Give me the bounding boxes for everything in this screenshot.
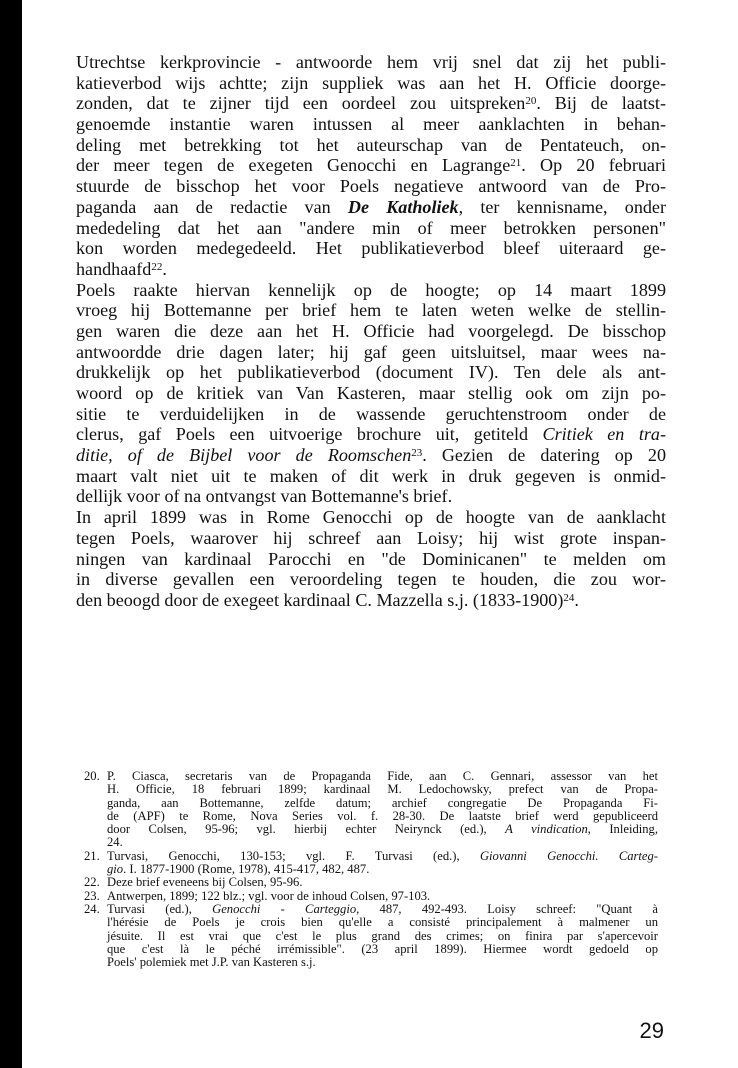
- text-run: , ter kennisname, onder: [458, 196, 666, 217]
- text-line: [107, 863, 658, 876]
- text-line: sitie te verduidelijken in de wassende geruchtenstroom onder de: [76, 403, 666, 424]
- footnote-number: 21.: [84, 848, 100, 863]
- text-line: ganda, aan Bottemanne, zelfde datum; archief congregatie De Propaganda Fi-: [107, 795, 658, 810]
- text-run: paganda aan de redactie van: [76, 196, 348, 217]
- text-run: . Bij de laatst-: [536, 93, 666, 114]
- footnote-number: 24.: [84, 901, 100, 916]
- footnote-21: [84, 850, 658, 877]
- footnote-text: [107, 876, 658, 889]
- text-line: Antwerpen, 1899; 122 blz.; vgl. voor de inhoud Colsen, 97-103.: [107, 888, 431, 903]
- text-run: den beoogd door de exegeet kardinaal C. Mazzella s.j. (1833-1900): [76, 589, 564, 610]
- footnote-23: [84, 890, 658, 903]
- text-line: P. Ciasca, secretaris van de Propaganda Fide, aan C. Gennari, assessor van het: [107, 769, 658, 783]
- text-line: [107, 903, 658, 916]
- footnote-text: [107, 770, 658, 850]
- footnote-number: 23.: [84, 888, 100, 903]
- text-line: tegen Poels, waarover hij schreef aan Loisy; hij wist grote inspan-: [76, 527, 666, 548]
- text-run: . Op 20 februari: [521, 155, 666, 176]
- text-line: jésuite. Il est vrai que c'est le plus grand des crimes; on finira par s'apercevoir: [107, 928, 658, 943]
- footnote-number: 20.: [84, 769, 100, 783]
- paragraph: [76, 280, 666, 508]
- text-run: door Colsen, 95-96; vgl. hierbij echter Neirynck (ed.),: [107, 822, 506, 837]
- title-carteggio: gio: [107, 862, 124, 877]
- footnote-22: [84, 876, 658, 889]
- text-line: Deze brief eveneens bij Colsen, 95-96.: [107, 875, 303, 890]
- footnote-text: [107, 850, 658, 877]
- text-line: [76, 93, 666, 114]
- title-de-katholiek: De Katholiek: [347, 196, 459, 217]
- text-line: [76, 424, 666, 445]
- text-line: dellijk voor of na ontvangst van Bottemanne's brief.: [76, 486, 453, 507]
- footnote-ref[interactable]: 23: [411, 447, 423, 460]
- text-line: [76, 197, 666, 218]
- text-line: vroeg hij Bottemanne per brief hem te laten weten welke de stellin-: [76, 300, 666, 321]
- text-run: clerus, gaf Poels een uitvoerige brochure uit, getiteld: [76, 424, 543, 445]
- text-line: stuurde de bisschop het voor Poels negatieve antwoord van de Pro-: [76, 176, 666, 197]
- text-run: . Gezien de datering op 20: [422, 445, 667, 466]
- footnote-text: [107, 903, 658, 969]
- text-run: , Inleiding,: [587, 822, 658, 837]
- text-line: ningen van kardinaal Parocchi en "de Dominicanen" te melden om: [76, 548, 666, 569]
- title-critiek: Critiek en tra-: [542, 424, 666, 445]
- text-line: handhaafd$^{22}$.: [76, 258, 167, 279]
- text-line: que c'est là le péché irrémissible". (23 april 1899). Hiermee wordt gedoeld op: [107, 941, 658, 956]
- paragraph: [76, 507, 666, 610]
- footnote-number: 22.: [84, 875, 100, 890]
- paragraph: [76, 52, 666, 280]
- text-line: [76, 155, 666, 176]
- text-line: Utrechtse kerkprovincie - antwoorde hem vrij snel dat zij het publi-: [76, 52, 666, 72]
- page-number: 29: [639, 1018, 664, 1043]
- text-line: [76, 445, 666, 466]
- title-carteggio: Giovanni Genocchi. Carteg-: [479, 848, 658, 863]
- text-line: drukkelijk op het publikatieverbod (document IV). Ten dele als ant-: [76, 362, 666, 383]
- text-line: deling met betrekking tot het auteurschap van de Pentateuch, on-: [76, 134, 666, 155]
- text-line: In april 1899 was in Rome Genocchi op de hoogte van de aanklacht: [76, 507, 666, 528]
- footnote-ref[interactable]: 24: [563, 591, 575, 604]
- text-line: de (APF) te Rome, Nova Series vol. f. 28-30. De laatste brief werd gepubliceerd: [107, 808, 658, 823]
- title-vindication: A vindication: [505, 822, 588, 837]
- text-run: Turvasi, Genocchi, 130-153; vgl. F. Turvasi (ed.),: [107, 848, 480, 863]
- text-run: . I. 1877-1900 (Rome, 1978), 415-417, 482, 487.: [123, 862, 370, 877]
- text-line: H. Officie, 18 februari 1899; kardinaal M. Ledochowsky, prefect van de Propa-: [107, 782, 658, 797]
- text-line: gen waren die deze aan het H. Officie had voorgelegd. De bisschop: [76, 320, 666, 341]
- text-line: antwoordde drie dagen later; hij gaf geen uitsluitsel, maar wees na-: [76, 341, 666, 362]
- text-line: maart valt niet uit te maken of dit werk in druk gegeven is onmid-: [76, 465, 666, 486]
- text-line: woord op de kritiek van Van Kasteren, maar stellig ook om zijn po-: [76, 383, 666, 403]
- footnote-ref[interactable]: 22: [151, 260, 163, 273]
- text-line: [107, 823, 658, 836]
- text-line: l'hérésie de Poels je crois bien qu'elle a consisté principalement à malmener un: [107, 915, 658, 930]
- footnote-24: [84, 903, 658, 969]
- main-text: [76, 52, 666, 611]
- footnotes: [84, 770, 658, 969]
- binding-edge: [0, 0, 22, 1068]
- text-run: zonden, dat te zijner tijd een oordeel zou uitspreken: [76, 93, 526, 114]
- footnote-ref[interactable]: 20: [525, 95, 537, 108]
- footnote-20: [84, 770, 658, 850]
- footnote-text: [107, 890, 658, 903]
- text-run: Turvasi (ed.),: [107, 901, 213, 916]
- footnote-ref[interactable]: 21: [510, 157, 522, 170]
- title-genocchi-carteggio: Genocchi - Carteggio: [212, 901, 357, 916]
- text-line: den beoogd door de exegeet kardinaal C. Mazzella s.j. (1833-1900)$^{24}$.: [76, 589, 579, 610]
- text-run: , 487, 492-493. Loisy schreef: "Quant à: [356, 901, 658, 916]
- text-line: kon worden medegedeeld. Het publikatieverbod bleef uiteraard ge-: [76, 238, 666, 259]
- text-line: mededeling dat het aan "andere min of meer betrokken personen": [76, 217, 666, 238]
- text-line: genoemde instantie waren intussen al meer aanklachten in behan-: [76, 114, 666, 135]
- text-line: in diverse gevallen een veroordeling tegen te houden, die zou wor-: [76, 569, 666, 590]
- text-run: der meer tegen de exegeten Genocchi en Lagrange: [76, 155, 511, 176]
- title-critiek: ditie, of de Bijbel voor de Roomschen: [76, 445, 412, 466]
- text-run: handhaafd: [76, 258, 152, 279]
- text-line: [107, 850, 658, 863]
- text-line: Poels raakte hiervan kennelijk op de hoogte; op 14 maart 1899: [76, 279, 666, 300]
- text-line: 24.: [107, 835, 123, 850]
- text-line: Poels' polemiek met J.P. van Kasteren s.j.: [107, 955, 316, 970]
- text-line: katieverbod wijs achtte; zijn suppliek was aan het H. Officie doorge-: [76, 72, 666, 93]
